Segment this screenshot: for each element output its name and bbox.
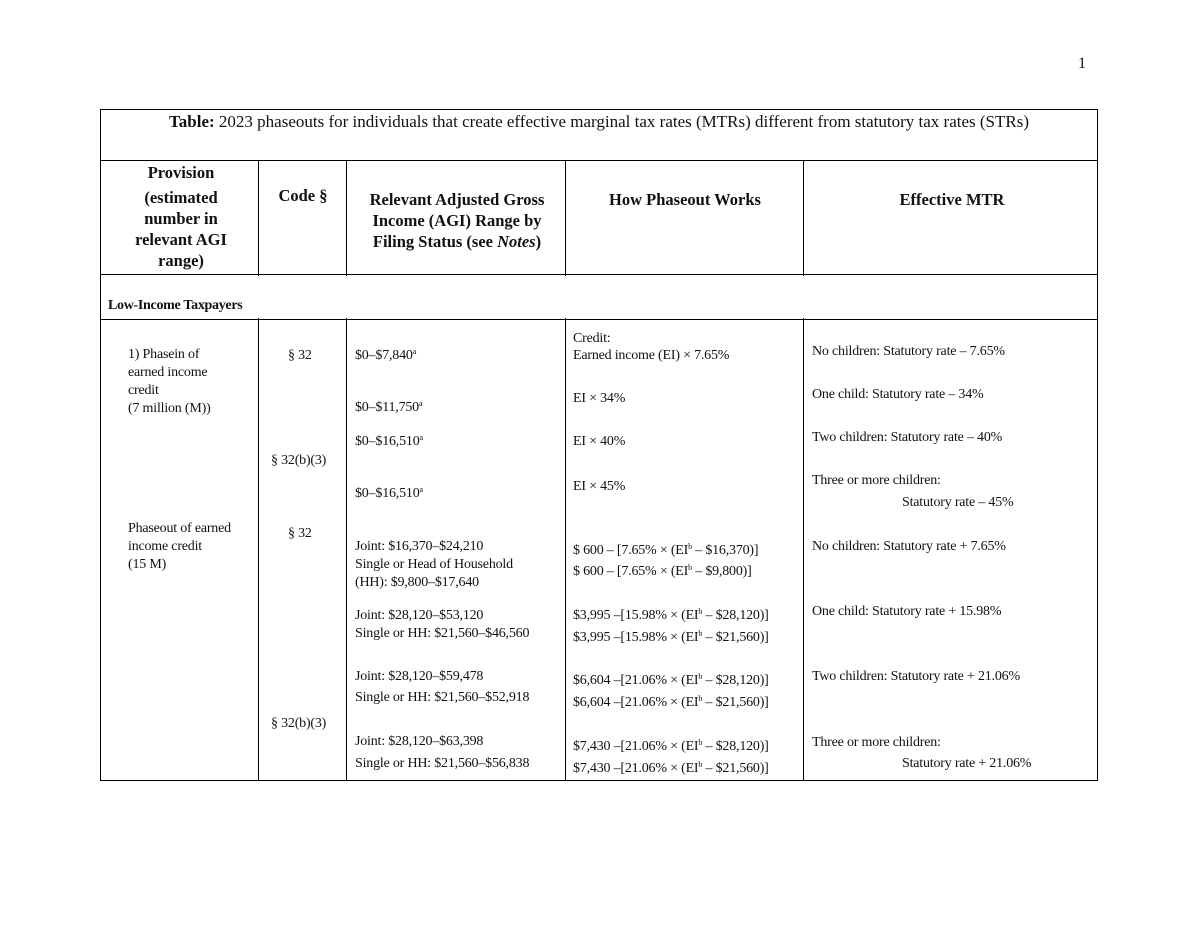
agi-range-text: Joint: $28,120–$53,120 <box>355 608 484 623</box>
how-text: – $21,560)] <box>702 761 769 776</box>
column-divider <box>258 160 259 780</box>
footnote-marker: b <box>698 738 703 747</box>
footnote-marker: b <box>688 563 692 572</box>
agi-range-cell <box>355 538 513 592</box>
how-cell: EI × 45% <box>573 479 626 494</box>
header-divider <box>101 274 1097 275</box>
agi-range-cell: Joint: $28,120–$63,398 <box>355 734 484 749</box>
agi-range-text: $0–$16,510 <box>355 434 420 449</box>
header-provision <box>111 162 251 271</box>
table-caption <box>101 112 1097 132</box>
footnote-marker: a <box>419 433 423 442</box>
how-text: $3,995 –[15.98% × (EI <box>573 608 699 623</box>
agi-range-text: Joint: $16,370–$24,210 <box>355 539 484 554</box>
footnote-marker: b <box>698 672 703 681</box>
agi-range-cell <box>355 433 423 451</box>
footnote-marker: b <box>698 607 703 616</box>
mtr-cell: No children: Statutory rate + 7.65% <box>812 539 1006 554</box>
mtr-cell: Three or more children: <box>812 473 941 488</box>
provision-line: (15 M) <box>128 557 167 572</box>
mtr-cell: Statutory rate – 45% <box>902 495 1014 510</box>
section-divider <box>101 319 1097 320</box>
provision-phaseout <box>128 520 231 574</box>
column-divider <box>565 160 566 780</box>
how-text: – $28,120)] <box>702 673 769 688</box>
agi-range-text: $0–$7,840 <box>355 348 413 363</box>
phaseout-table <box>100 109 1098 781</box>
footnote-marker: a <box>412 347 417 356</box>
header-provision-title: Provision <box>147 163 215 182</box>
column-divider <box>346 160 347 780</box>
how-cell <box>573 629 769 647</box>
code-cell: § 32 <box>288 348 312 363</box>
header-agi-close: ) <box>535 232 542 251</box>
code-cell: § 32(b)(3) <box>271 453 327 468</box>
agi-range-cell <box>355 485 423 503</box>
agi-range-cell: Single or HH: $21,560–$52,918 <box>355 690 530 705</box>
mtr-cell: Statutory rate + 21.06% <box>902 756 1032 771</box>
how-text: – $9,800)] <box>691 564 752 579</box>
agi-range-cell <box>355 399 422 417</box>
provision-phasein <box>128 346 211 418</box>
footnote-marker: b <box>698 694 703 703</box>
how-text: – $21,560)] <box>702 695 769 710</box>
mtr-cell: Three or more children: <box>812 735 941 750</box>
how-cell <box>573 672 769 690</box>
provision-line: Phaseout of earned <box>128 521 231 536</box>
provision-line: earned income <box>128 365 208 380</box>
mtr-cell: One child: Statutory rate – 34% <box>812 387 984 402</box>
provision-line: 1) Phasein of <box>128 347 200 362</box>
agi-range-text: $0–$16,510 <box>355 486 420 501</box>
mtr-cell: Two children: Statutory rate – 40% <box>812 430 1003 445</box>
provision-line: credit <box>128 383 159 398</box>
header-agi-range-text: Relevant Adjusted Gross Income (AGI) Range by Filing Status (see <box>369 190 545 251</box>
how-text: – $21,560)] <box>702 630 769 645</box>
caption-text: 2023 phaseouts for individuals that create effective marginal tax rates (MTRs) different from statutory tax rates (STRs) <box>218 112 1030 131</box>
agi-range-cell <box>355 347 416 365</box>
how-cell <box>573 760 769 778</box>
how-text: $7,430 –[21.06% × (EI <box>573 761 699 776</box>
footnote-marker: b <box>698 760 703 769</box>
how-text: $7,430 –[21.06% × (EI <box>573 739 699 754</box>
code-cell: § 32(b)(3) <box>271 716 327 731</box>
caption-divider <box>101 160 1097 161</box>
how-cell <box>573 694 769 712</box>
agi-range-text: Single or Head of Household <box>355 557 513 572</box>
code-cell: § 32 <box>288 526 312 541</box>
provision-line: income credit <box>128 539 202 554</box>
how-label: Credit: <box>573 331 611 346</box>
how-text: $6,604 –[21.06% × (EI <box>573 673 699 688</box>
header-mtr: Effective MTR <box>899 190 1005 209</box>
section-band <box>251 276 811 318</box>
how-text: – $28,120)] <box>702 608 769 623</box>
how-cell <box>573 738 769 756</box>
agi-range-cell <box>355 607 529 643</box>
footnote-marker: b <box>698 629 703 638</box>
column-divider <box>803 160 804 780</box>
header-phaseout: How Phaseout Works <box>609 190 761 209</box>
provision-line: (7 million (M)) <box>128 401 211 416</box>
how-text: $3,995 –[15.98% × (EI <box>573 630 699 645</box>
section-heading: Low-Income Taxpayers <box>108 298 243 313</box>
footnote-marker: b <box>688 542 692 551</box>
header-code: Code § <box>278 186 328 205</box>
how-text: – $28,120)] <box>702 739 769 754</box>
footnote-marker: a <box>419 485 423 494</box>
agi-range-cell: Joint: $28,120–$59,478 <box>355 669 484 684</box>
how-cell: EI × 34% <box>573 391 626 406</box>
how-cell: EI × 40% <box>573 434 626 449</box>
agi-range-cell: Single or HH: $21,560–$56,838 <box>355 756 530 771</box>
how-cell <box>573 607 769 625</box>
footnote-marker: a <box>418 399 423 408</box>
how-text: $6,604 –[21.06% × (EI <box>573 695 699 710</box>
header-agi-range <box>351 189 563 252</box>
mtr-cell: Two children: Statutory rate + 21.06% <box>812 669 1020 684</box>
mtr-cell: No children: Statutory rate – 7.65% <box>812 344 1005 359</box>
agi-range-text: Single or HH: $21,560–$46,560 <box>355 626 530 641</box>
agi-range-text: $0–$11,750 <box>355 400 419 415</box>
caption-label: Table: <box>168 112 215 131</box>
header-provision-sub: (estimated number in relevant AGI range) <box>135 188 227 270</box>
agi-range-text: (HH): $9,800–$17,640 <box>355 575 479 590</box>
page-number: 1 <box>1078 55 1086 72</box>
how-cell <box>573 563 752 581</box>
how-cell: Earned income (EI) × 7.65% <box>573 348 730 363</box>
how-text: $ 600 – [7.65% × (EI <box>573 564 689 579</box>
mtr-cell: One child: Statutory rate + 15.98% <box>812 604 1002 619</box>
how-text: – $16,370)] <box>691 543 759 558</box>
how-cell <box>573 542 758 560</box>
how-text: $ 600 – [7.65% × (EI <box>573 543 689 558</box>
header-agi-notes: Notes <box>497 232 536 251</box>
